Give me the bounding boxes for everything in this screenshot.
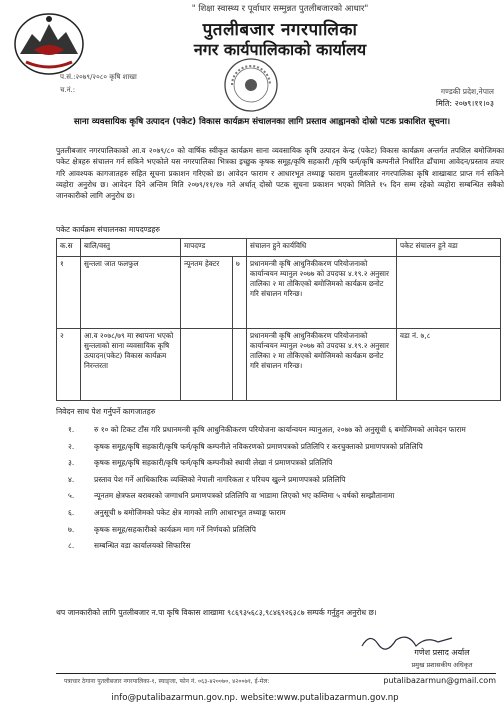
- item-number: ३.: [68, 458, 75, 468]
- column-header: पकेट संचालन हुने वडा: [397, 239, 501, 257]
- quantity-cell: [233, 329, 247, 401]
- ward-cell: वडा नं. ७,८: [397, 329, 501, 401]
- serial-cell: १: [57, 257, 81, 329]
- office-name: नगर कार्यपालिकाको कार्यालय: [193, 40, 367, 59]
- letter-date: मिति: २०७९।११।०३: [435, 99, 494, 108]
- item-number: ७.: [68, 524, 75, 534]
- footer-email-link[interactable]: putalibazarmun@gmail.com: [383, 676, 496, 685]
- item-text: कृषक समूह/कृषि सहकारी/कृषि फर्म/कृषि कम्पनीको स्थायी लेखा नं प्रमाणपत्रको प्रतिलिपि: [94, 458, 333, 468]
- contact-paragraph: थप जानकारीको लागि पुतलीबजार न.पा कृषि विकास शाखामा ९८६९३५६८३,९८४६९२६३८७ सम्पर्क गर्नुहुन अनुरोध छ।: [56, 608, 377, 617]
- item-number: १.: [68, 425, 75, 434]
- item-text: सम्बन्धित वडा कार्यालयको सिफारिस: [94, 541, 191, 551]
- criteria-cell: [181, 329, 233, 401]
- ward-cell: [397, 257, 501, 329]
- documents-title: निवेदन साथ पेश गर्नुपर्ने कागजातहरु: [56, 407, 156, 416]
- province-address: गण्डकी प्रदेश,नेपाल: [440, 87, 494, 96]
- item-text: रु १० को टिकट टाँस गरि प्रधानमन्त्री कृषि आधुनिकीकरण परियोजना कार्यान्वयन म्यानुअल, २०७७ को अनुसूची ६ बमोजिमको आवेदन फाराम: [94, 425, 466, 434]
- nepal-emblem-icon: [12, 10, 86, 76]
- table-row: [57, 329, 501, 401]
- standards-title: पकेट कार्यक्रम संचालनका मापदण्डहरु: [56, 225, 160, 234]
- motto: " शिक्षा स्वास्थ्य र पूर्वाधार सम्मुन्नत पुतलीबजारको आधार": [191, 4, 369, 14]
- crop-cell: आ.व २०७८/७९ मा स्थापना भएको सुन्तलाको साना व्यवसायिक कृषि उत्पादन(पकेट) विकास कार्यक्रम निरन्तरता: [81, 329, 181, 401]
- signatory-role: प्रमुख प्रशासकीय अधिकृत: [411, 661, 473, 669]
- column-header: संचालन हुने कार्यविधि: [247, 239, 397, 257]
- reference-number: प.सं.:२०७९/२०८० कृषि शाखा: [60, 73, 137, 81]
- office-seal-icon: [222, 56, 280, 114]
- method-cell: प्रधानमन्त्री कृषि आधुनिकीकरण परियोजनाको कार्यान्वयन म्यानुल २०७७ को उपदफा ४.१९.२ अनुसार तालिका २ मा तोकिएको बमोजिमको कार्यक्रम छनोट गरि संचालन गरिन्छ।: [247, 257, 397, 329]
- list-item: [60, 507, 490, 518]
- item-text: कृषक समूह/कृषि सहकारी/कृषि फर्म/कृषि कम्पनीले नविकरणको प्रमाणपत्रको प्रतिलिपि र करचुक्ताको प्रमाणपत्रको प्रतिलिपि: [94, 441, 423, 451]
- list-item: [60, 524, 490, 535]
- notice-body: पुतलीबजार नगरपालिकाको आ.व २०७९/८० को वार्षिक स्वीकृत कार्यक्रम साना व्यवसायिक कृषि उत्पादन केन्द्र (पकेट) विकास कार्यक्रम अन्तर्गत तपशिल बमोजिमका पकेट क्षेत्रहरु संचालन गर्न सकिने भएकोले यस नगरपालिका भित्रका इच्छुक कृषक समूह/कृषि सहकारी /कृषि फर्म/कृषि कम्पनीले निर्धारित ढाँचामा आवेदन/प्रस्ताव तयार गरि आवश्यक कागजातहरु सहित सूचना प्रकाशन गरिएको छ। आवेदन फाराम र आधारभूत तथ्याङ्क फाराम पुतलीबजार नगरपालिका कृषि शाखाबाट प्राप्त गर्न सकिने व्यहोरा अनुरोध छ। आवेदन दिने अन्तिम मिति २०७९/११/१७ गते अर्थात् दोस्रो पटक सूचना प्रकाशन भएको मितिले १५ दिन सम्म रहेको व्यहोरा सम्बन्धित सबैको जानकारीको लागि अनुरोध छ।: [56, 146, 504, 201]
- item-number: ४.: [68, 474, 75, 484]
- notice-heading: साना व्यवसायिक कृषि उत्पादन (पकेट) विकास कार्यक्रम संचालनका लागि प्रस्ताव आह्वानको दोस्रो पटक प्रकाशित सूचना।: [73, 117, 451, 127]
- serial-cell: २: [57, 329, 81, 401]
- list-item: [60, 424, 490, 435]
- table-header-row: [57, 239, 501, 257]
- footer-website-link[interactable]: info@putalibazarmun.gov.np. website:www.putalibazarmun.gov.np: [111, 693, 399, 703]
- signatory-name: गणेश प्रसाद अर्याल: [414, 648, 470, 657]
- list-item: [60, 490, 490, 501]
- footer-address: पत्राचार ठेगाना पुतलीबजार नगरपालिका-१, स्याङ्जा, फोन नं. ०६३-४२००७०, ४२००७१, ई-मेल:: [64, 678, 270, 685]
- item-number: ५.: [68, 491, 75, 501]
- municipality-name: पुतलीबजार नगरपालिका: [202, 20, 358, 40]
- item-number: ८.: [68, 541, 75, 551]
- crop-cell: सुन्तला जात फलफुल: [81, 257, 181, 329]
- footer-divider: [56, 673, 496, 674]
- list-item: [60, 441, 490, 452]
- column-header: क.स: [57, 239, 81, 257]
- list-item: [60, 457, 490, 468]
- item-text: प्रस्ताव पेश गर्ने आधिकारिक व्यक्तिको नेपाली नागरिकता र परिचय खुल्ने प्रमाणपत्रको प्रतिलिपि: [94, 474, 346, 484]
- quantity-cell: ७: [233, 257, 247, 329]
- table-row: [57, 257, 501, 329]
- column-header: बालि/वस्तु: [81, 239, 181, 257]
- list-item: [60, 540, 490, 551]
- standards-table: [56, 238, 501, 401]
- item-text: न्यूनतम क्षेत्रफल बराबरको जग्गाधनि प्रमाणपत्रको प्रतिलिपि वा भाडामा लिएको भए कम्तिमा ५ वर्षको सम्झौतानामा: [94, 491, 395, 501]
- list-item: [60, 474, 490, 485]
- column-header: मापदण्ड: [181, 239, 247, 257]
- dispatch-number: च.नं.:: [60, 86, 76, 94]
- documents-list: [60, 424, 490, 557]
- item-text: कृषक समूह/सहकारीको कार्यक्रम माग गर्ने निर्णयको प्रतिलिपि: [94, 524, 256, 534]
- item-number: २.: [68, 441, 75, 451]
- item-number: ६.: [68, 507, 75, 517]
- criteria-cell: न्यूनतम हेक्टर: [181, 257, 233, 329]
- item-text: अनुसूची ७ बमोजिमको पकेट क्षेत्र मागको लागि आधारभूत तथ्याङ्क फाराम: [94, 507, 286, 517]
- method-cell: प्रधानमन्त्री कृषि आधुनिकीकरण परियोजनाको कार्यान्वयन म्यानुल २०७७ को उपदफा ४.१९.२ अनुसार तालिका २ मा तोकिएको बमोजिमको कार्यक्रम छनोट गरि संचालन गरिन्छ।: [247, 329, 397, 401]
